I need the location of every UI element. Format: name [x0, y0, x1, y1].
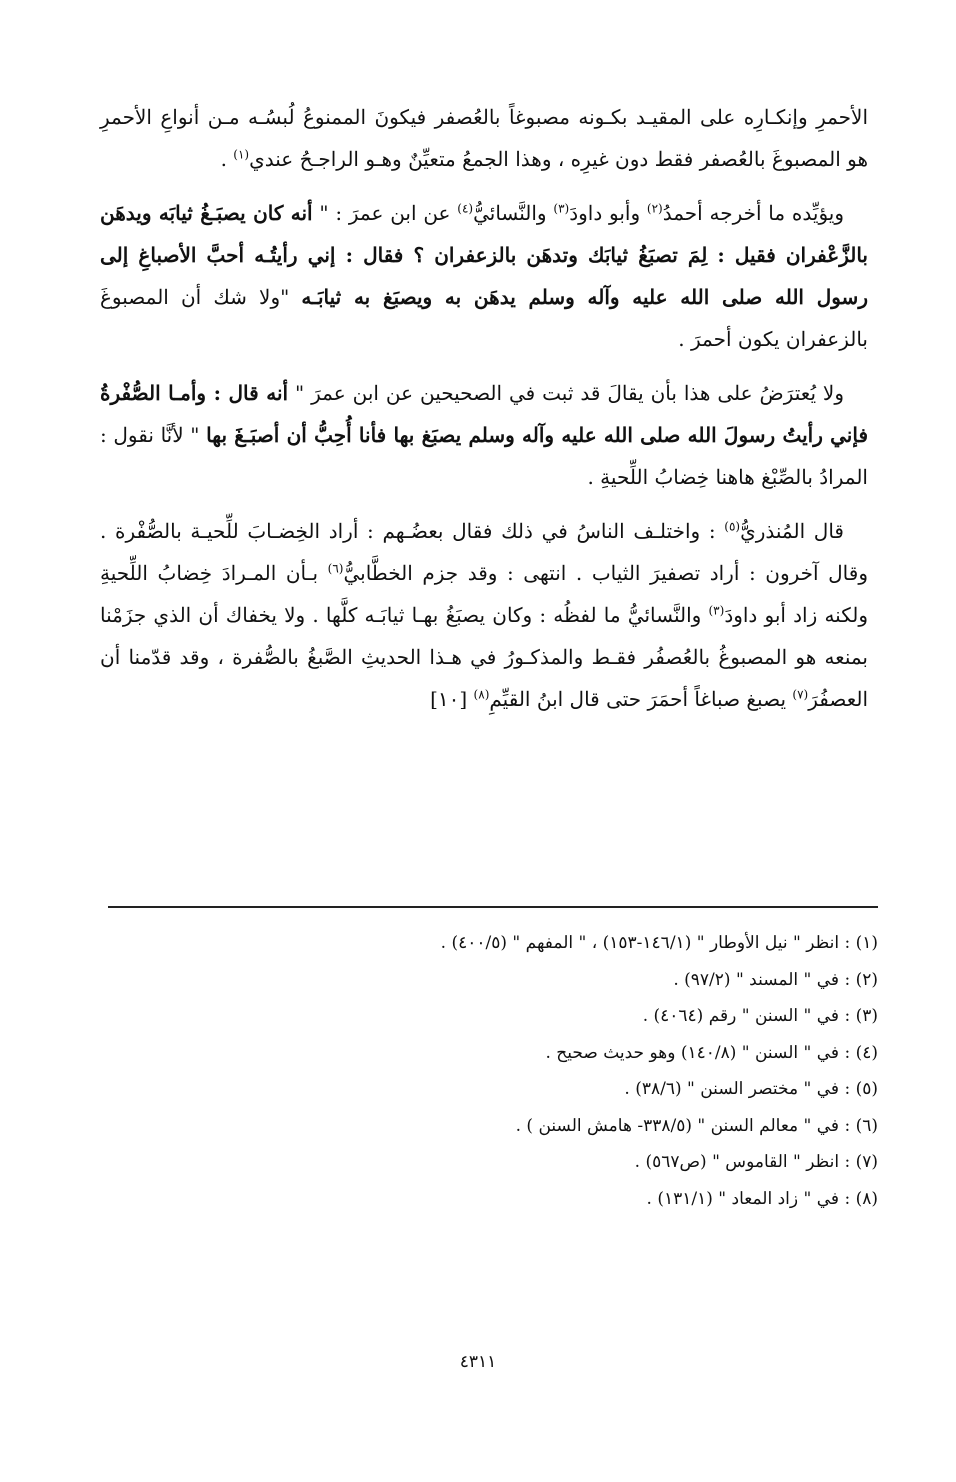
paragraph-1-end: . — [220, 147, 234, 171]
footnote-ref-3b: (٣) — [708, 603, 725, 618]
footnote-ref-7: (٧) — [792, 687, 809, 702]
footnote-7: (٧) : انظر " القاموس " (ص٥٦٧) . — [634, 1152, 878, 1172]
hadith-quote-2: أنه قال : وأمـا الصُّفْرةُ فإني رأيتُ رسولَ الله صلى الله عليه وآله وسلم يصبَغ بها فأنا أُحِبُّ أن أصبَـغَ بها — [100, 381, 868, 447]
paragraph-1-text: الأحمرِ وإنكـارِه على المقيـد بكـونه مصبوغاً بالعُصفر فيكونَ الممنوعُ لُبسُـه مـن أنواعِ الأحمرِ هو المصبوغَ بالعُصفر فقط دون غيرِه ، وهذا الجمعُ متعيِّنٌ وهـو الراجـحُ عندي — [100, 105, 868, 171]
margin-marker: [١٠] — [430, 687, 468, 711]
footnote-ref-5: (٥) — [724, 519, 741, 534]
paragraph-3 — [100, 372, 868, 498]
footnote-4: (٤) : في " السنن " (١٤٠/٨) وهو حديث صحيح . — [545, 1042, 878, 1063]
footnote-ref-4: (٤) — [457, 201, 474, 216]
footnote-2: (٢) : في " المسند " (٩٧/٢) . — [673, 969, 878, 990]
footnote-8: (٨) : في " زاد المعاد " (١٣١/١) . — [646, 1188, 878, 1209]
paragraph-4-text-e: يصبغ صباغاً أحمَرَ حتى قال ابنُ القيِّمِ — [489, 687, 793, 711]
paragraph-2-text-a: ويؤيِّده ما أخرجه أحمدُ — [662, 201, 844, 225]
paragraph-3-text-a: ولا يُعترَضُ على هذا بأن يقالَ قد ثبت في الصحيحين عن ابن عمرَ " — [288, 381, 845, 405]
footnote-ref-2: (٢) — [646, 201, 663, 216]
paragraph-1 — [100, 96, 868, 180]
paragraph-4 — [100, 510, 868, 720]
footnote-3: (٣) : في " السنن " رقم (٤٠٦٤) . — [642, 1006, 878, 1026]
page-number: ٤٣١١ — [459, 1352, 497, 1372]
paragraph-2-text-d: عن ابن عمرَ : " — [312, 201, 458, 225]
footnote-5: (٥) : في " مختصر السنن " (٣٨/٦) . — [624, 1079, 878, 1099]
footnote-ref-1: (١) — [233, 147, 250, 162]
paragraph-3-text-b: " لأنَّا نقول : المرادُ بالصِّبْغ هاهنا خِضابُ اللِّحيةِ . — [100, 423, 868, 489]
footnote-ref-3: (٣) — [553, 201, 570, 216]
paragraph-4-text-a: قال المُنذريُّ — [740, 519, 844, 543]
footnote-divider — [108, 906, 878, 908]
paragraph-2 — [100, 192, 868, 360]
footnote-ref-8: (٨) — [473, 687, 490, 702]
paragraph-4-text-c: بـأن المـرادَ خِضابُ اللِّحيةِ ولكنه زاد أبو داودَ — [100, 561, 868, 627]
paragraph-2-text-c: والنَّسائيُّ — [473, 201, 554, 225]
footnote-ref-6: (٦) — [327, 561, 344, 576]
hadith-quote-1: أنه كان يصبَـغُ ثيابَه ويدهَن بالزَّعْفران فقيل : لِمَ تصبَغُ ثيابَك وتدهَن بالزعفران ؟ فقال : إني رأيتُـه أحبَّ الأصباغِ إلى رسول الله صلى الله عليه وآله وسلم يدهَن به ويصبَغ به ثيابَـه — [100, 201, 868, 309]
paragraph-2-text-b: وأبو داودَ — [569, 201, 647, 225]
main-text — [100, 96, 868, 732]
footnote-1: (١) : انظر " نيل الأوطار " (١٤٦/١-١٥٣) ، " المفهم " (٤٠٠/٥) . — [440, 933, 878, 953]
footnote-6: (٦) : في " معالم السنن " (٣٣٨/٥- هامش السنن ) . — [515, 1115, 878, 1136]
paragraph-2-text-e: "ولا شك أن المصبوغَ بالزعفران يكون أحمرَ . — [100, 285, 868, 351]
paragraph-4-text-d: والنَّسائيُّ ما لفظُه : وكان يصبَغُ بهـا ثيابَـه كلَّها . ولا يخفاك أن الذي جزَمْنا بمنعه هو المصبوغُ بالعُصفُر فقـط والمذكـورُ في هـذا الحديثِ الصَّبغُ بالصُّفرة ، وقد قدّمنا أن العصفُرَ — [100, 603, 868, 711]
footnotes-list — [300, 925, 878, 1217]
paragraph-4-text-b: : واختلـف الناسُ في ذلك فقال بعضُـهم : أراد الخِضـابَ للِّحيـة بالصُّفْرة . وقال آخرون : أراد تصفيرَ الثياب . انتهى : وقد جزم الخطَّابيُّ — [100, 519, 868, 585]
